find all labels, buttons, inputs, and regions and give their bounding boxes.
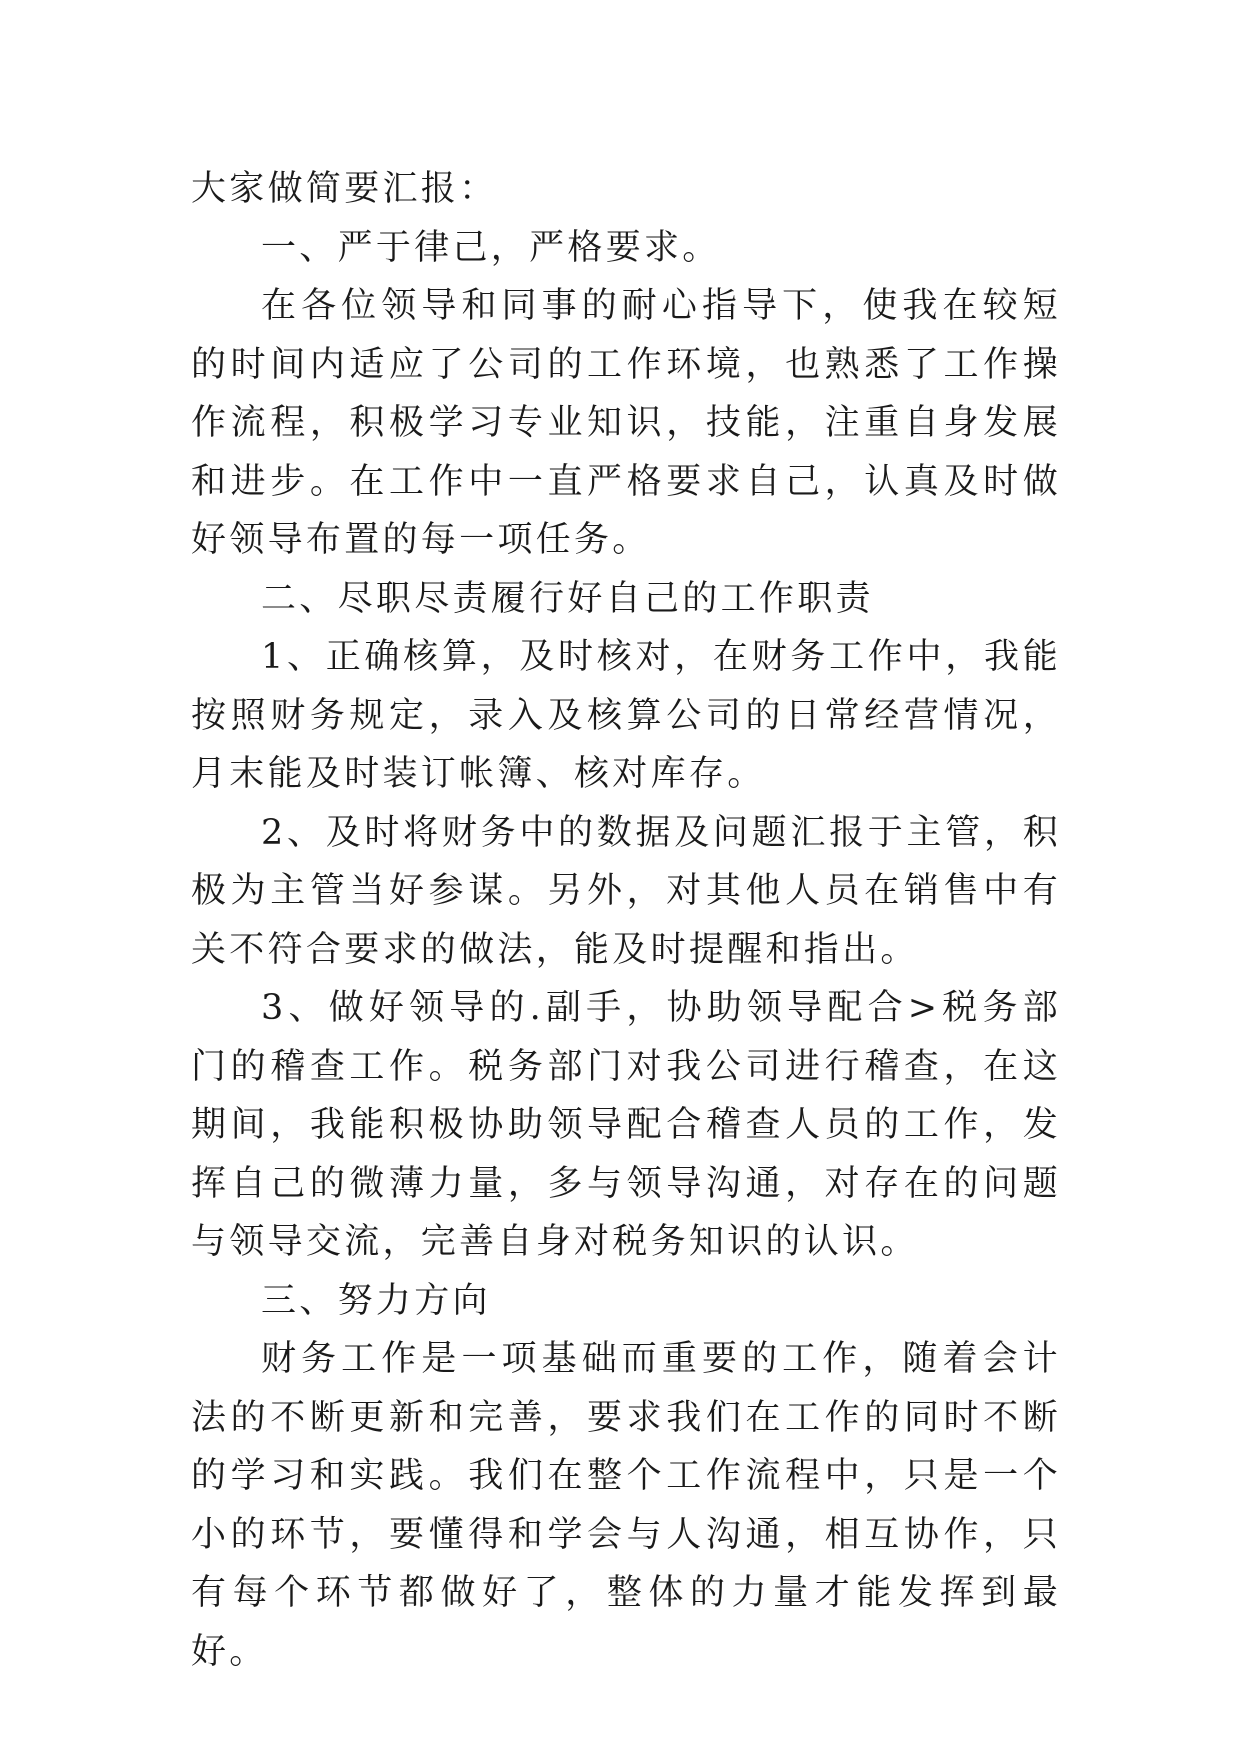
- heading-section-three: 三、努力方向: [261, 1280, 491, 1321]
- heading-section-one: 一、严于律己，严格要求。: [261, 227, 721, 268]
- paragraph-intro: 大家做简要汇报：: [191, 169, 498, 209]
- paragraph-section-one: 在各位领导和同事的耐心指导下，使我在较短的时间内适应了公司的工作环境，也熟悉了工作操作流程，积极学习专业知识，技能，注重自身发展和进步。在工作中一直严格要求自己，认真及时做好领导布置的每一项任务。: [191, 286, 1061, 560]
- paragraph-item-3: 3、做好领导的.副手，协助领导配合>税务部门的稽查工作。税务部门对我公司进行稽查，在这期间，我能积极协助领导配合稽查人员的工作，发挥自己的微薄力量，多与领导沟通，对存在的问题与领导交流，完善自身对税务知识的认识。: [191, 988, 1061, 1262]
- document-body: [191, 160, 1061, 1681]
- heading-section-two: 二、尽职尽责履行好自己的工作职责: [261, 578, 874, 619]
- paragraph-item-1: 1、正确核算，及时核对，在财务工作中，我能按照财务规定，录入及核算公司的日常经营情况，月末能及时装订帐簿、核对库存。: [191, 637, 1061, 794]
- paragraph-item-2: 2、及时将财务中的数据及问题汇报于主管，积极为主管当好参谋。另外，对其他人员在销售中有关不符合要求的做法，能及时提醒和指出。: [191, 812, 1061, 970]
- paragraph-section-three: 财务工作是一项基础而重要的工作，随着会计法的不断更新和完善，要求我们在工作的同时不断的学习和实践。我们在整个工作流程中，只是一个小的环节，要懂得和学会与人沟通，相互协作，只有每个环节都做好了，整体的力量才能发挥到最好。: [191, 1339, 1061, 1672]
